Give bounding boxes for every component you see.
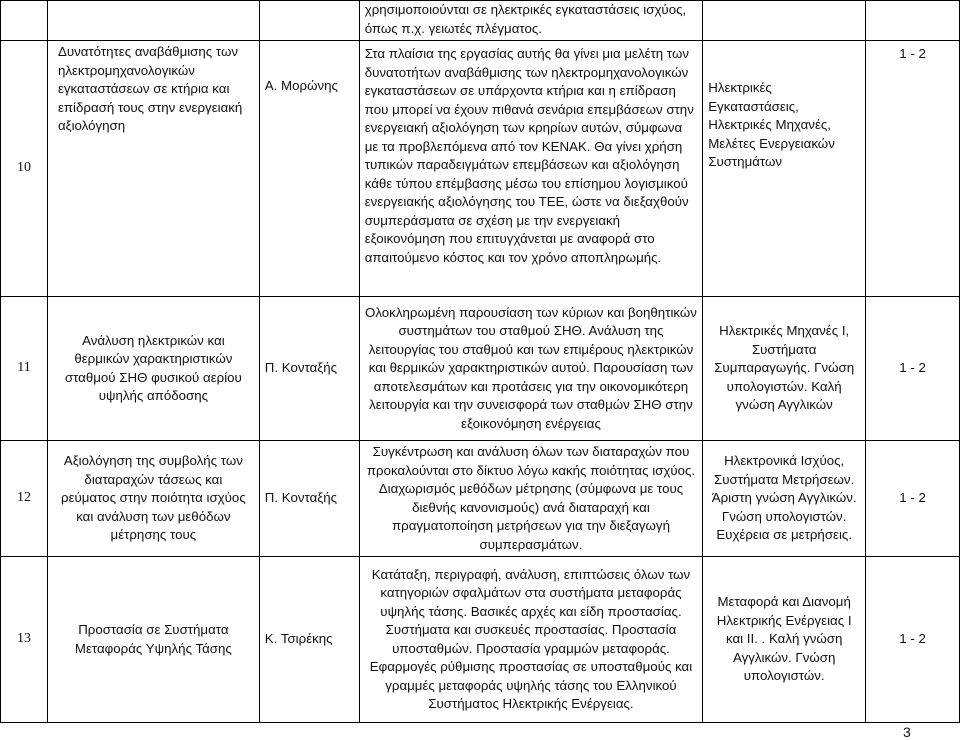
topic-students: 1 - 2 xyxy=(866,557,960,723)
table-row xyxy=(1,441,960,557)
topic-instructor: Α. Μορώνης xyxy=(259,41,359,297)
topic-number: 13 xyxy=(1,557,48,723)
topic-description: Στα πλαίσια της εργασίας αυτής θα γίνει μια μελέτη των δυνατοτήτων αναβάθμισης των ηλεκτρομηχανολογικών εγκαταστάσεων σε υπάρχοντα κτήρια και η επίδραση που μπορεί να έχουν πιθανά σενάρια επεμβάσεων στην ενεργειακή αξιολόγηση των κρηρίων αυτών, σύμφωνα με τα προβλεπόμενα από τον ΚΕΝΑΚ. Θα γίνει χρήση τυπικών παραδειγμάτων επεμβάσεων και αξιολόγηση κάθε τύπου επέμβασης μέσω του επίσημου λογισμικού ενεργειακής αξιολόγησης του ΤΕΕ, ώστε να διεξαχθούν συμπεράσματα σε σχέση με την ενεργειακή εξοικονόμηση που επιτυγχάνεται με αναφορά στο απαιτούμενο κόστος και τον χρόνο αποπληρωμής. xyxy=(359,41,703,297)
topic-title: Αξιολόγηση της συμβολής των διαταραχών τάσεως και ρεύματος στην ποιότητα ισχύος και ανάλυση των μεθόδων μέτρησης τους xyxy=(47,441,259,557)
topic-description: Κατάταξη, περιγραφή, ανάλυση, επιπτώσεις όλων των κατηγοριών σφαλμάτων στα συστήματα μεταφοράς υψηλής τάσης. Βασικές αρχές και είδη προστασίας. Συστήματα και συσκευές προστασίας. Προστασία υποσταθμών. Προστασία γραμμών μεταφοράς. Εφαρμογές ρύθμισης προστασίας σε υποσταθμούς και γραμμές μεταφοράς υψηλής τάσης του Ελληνικού Συστήματος Ηλεκτρικής Ενέργειας. xyxy=(359,557,703,723)
topic-number: 10 xyxy=(1,41,48,297)
topic-title: Δυνατότητες αναβάθμισης των ηλεκτρομηχανολογικών εγκαταστάσεων σε κτήρια και επίδρασή τους στην ενεργειακή αξιολόγηση xyxy=(47,41,259,297)
page-number: 3 xyxy=(903,724,911,740)
table-row xyxy=(1,41,960,297)
table-row xyxy=(1,297,960,441)
topic-title: Ανάλυση ηλεκτρικών και θερμικών χαρακτηριστικών σταθμού ΣΗΘ φυσικού αερίου υψηλής απόδοσης xyxy=(47,297,259,441)
topic-instructor: Π. Κονταξής xyxy=(259,441,359,557)
topic-students: 1 - 2 xyxy=(866,441,960,557)
table-row xyxy=(1,557,960,723)
topic-number: 12 xyxy=(1,441,48,557)
topic-requirements: Ηλεκτρονικά Ισχύος, Συστήματα Μετρήσεων. Άριστη γνώση Αγγλικών. Γνώση υπολογιστών. Ευχέρεια σε μετρήσεις. xyxy=(703,441,866,557)
table-row-continuation xyxy=(1,1,960,41)
topic-instructor: Π. Κονταξής xyxy=(259,297,359,441)
topic-students: 1 - 2 xyxy=(866,41,960,297)
topic-description: Συγκέντρωση και ανάλυση όλων των διαταραχών που προκαλούνται στο δίκτυο λόγω κακής ποιότητας ισχύος. Διαχωρισμός μεθόδων μέτρησης (σύμφωνα με τους διεθνής κανονισμούς) ανά διαταραχή και πραγματοποίηση μετρήσεων για την διεξαγωγή συμπερασμάτων. xyxy=(359,441,703,557)
topic-description: Ολοκληρωμένη παρουσίαση των κύριων και βοηθητικών συστημάτων του σταθμού ΣΗΘ. Ανάλυση της λειτουργίας του σταθμού και των επιμέρους ηλεκτρικών και θερμικών χαρακτηριστικών αυτού. Παρουσίαση των αποτελεσμάτων και προτάσεις για την οικονομικότερη λειτουργία και την συνεισφορά των σταθμών ΣΗΘ στην εξοικονόμηση ενέργειας xyxy=(359,297,703,441)
topic-title: Προστασία σε Συστήματα Μεταφοράς Υψηλής Τάσης xyxy=(47,557,259,723)
topic-requirements: Ηλεκτρικές Εγκαταστάσεις, Ηλεκτρικές Μηχανές, Μελέτες Ενεργειακών Συστημάτων xyxy=(703,41,866,297)
topic-requirements: Μεταφορά και Διανομή Ηλεκτρικής Ενέργειας Ι και ΙΙ. . Καλή γνώση Αγγλικών. Γνώση υπολογιστών. xyxy=(703,557,866,723)
topic-students: 1 - 2 xyxy=(866,297,960,441)
topic-requirements: Ηλεκτρικές Μηχανές Ι, Συστήματα Συμπαραγωγής. Γνώση υπολογιστών. Καλή γνώση Αγγλικών xyxy=(703,297,866,441)
continuation-text: χρησιμοποιούνται σε ηλεκτρικές εγκαταστάσεις ισχύος, όπως π.χ. γειωτές πλέγματος. xyxy=(359,1,703,41)
topic-instructor: Κ. Τσιρέκης xyxy=(259,557,359,723)
topic-number: 11 xyxy=(1,297,48,441)
